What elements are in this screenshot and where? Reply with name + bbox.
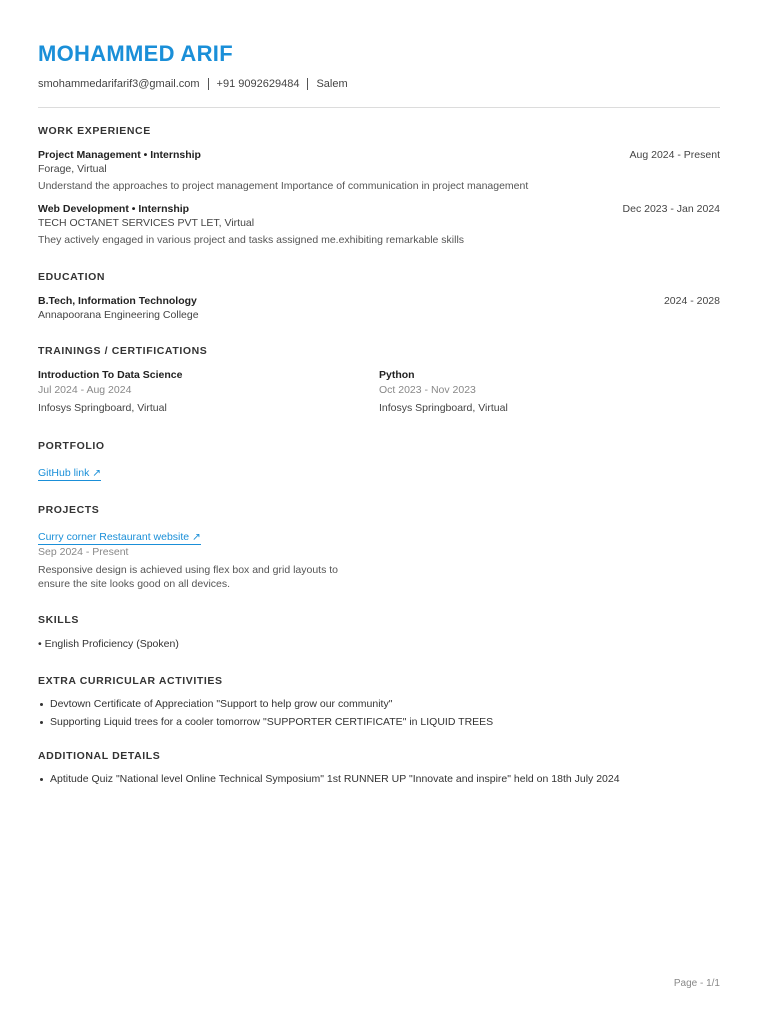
section-title: PORTFOLIO (38, 440, 105, 452)
job-entry (38, 148, 720, 193)
activity-item: Supporting Liquid trees for a cooler tomorrow "SUPPORTER CERTIFICATE" in LIQUID TREES (38, 715, 720, 729)
resume-page (38, 40, 720, 790)
job-entry (38, 202, 720, 247)
section-title: WORK EXPERIENCE (38, 125, 151, 137)
contact-separator (307, 78, 308, 90)
section-title: PROJECTS (38, 504, 100, 516)
skills-section (38, 613, 720, 651)
job-dates: Aug 2024 - Present (629, 149, 720, 161)
job-company: Forage, Virtual (38, 163, 107, 175)
section-title: ADDITIONAL DETAILS (38, 750, 161, 762)
degree-title: B.Tech, Information Technology (38, 295, 197, 307)
portfolio-section (38, 439, 720, 481)
page-number: Page - 1/1 (673, 978, 720, 989)
projects-section (38, 503, 720, 591)
school-name: Annapoorana Engineering College (38, 309, 199, 321)
detail-item: Aptitude Quiz "National level Online Technical Symposium" 1st RUNNER UP "Innovate and inspire" held on 18th July 2024 (38, 772, 720, 786)
trainings-section (38, 344, 720, 415)
training-provider: Infosys Springboard, Virtual (38, 402, 167, 414)
job-role: Web Development • Internship (38, 203, 190, 215)
contact-line (38, 77, 720, 91)
contact-separator (208, 78, 209, 90)
work-experience-section (38, 124, 720, 247)
additional-details-section (38, 749, 720, 786)
section-title: EXTRA CURRICULAR ACTIVITIES (38, 675, 223, 687)
extra-curricular-section (38, 674, 720, 729)
project-link[interactable]: Curry corner Restaurant website ↗ (38, 531, 201, 543)
job-company: TECH OCTANET SERVICES PVT LET, Virtual (38, 217, 255, 229)
activity-item: Devtown Certificate of Appreciation "Support to help grow our community" (38, 697, 720, 711)
training-dates: Jul 2024 - Aug 2024 (38, 384, 132, 396)
header-divider (38, 107, 720, 108)
project-dates: Sep 2024 - Present (38, 546, 129, 558)
education-section (38, 270, 720, 322)
section-title: EDUCATION (38, 271, 106, 283)
project-description-line: ensure the site looks good on all devices. (38, 578, 231, 590)
project-description-line: Responsive design is achieved using flex box and grid layouts to (38, 564, 339, 576)
section-title: SKILLS (38, 614, 79, 626)
phone-text: +91 9092629484 (216, 78, 300, 90)
training-name: Python (379, 369, 415, 381)
location-text: Salem (316, 78, 348, 90)
education-entry (38, 294, 720, 322)
job-dates: Dec 2023 - Jan 2024 (622, 203, 720, 215)
job-role: Project Management • Internship (38, 149, 201, 161)
training-name: Introduction To Data Science (38, 369, 183, 381)
job-description: Understand the approaches to project management Importance of communication in project management (38, 180, 529, 192)
github-link[interactable]: GitHub link ↗ (38, 467, 102, 479)
job-description: They actively engaged in various project and tasks assigned me.exhibiting remarkable skills (38, 234, 465, 246)
skill-item: • English Proficiency (Spoken) (38, 638, 179, 650)
training-provider: Infosys Springboard, Virtual (379, 402, 508, 414)
training-entry (38, 368, 379, 415)
section-title: TRAININGS / CERTIFICATIONS (38, 345, 208, 357)
candidate-name: MOHAMMED ARIF (38, 41, 233, 66)
training-entry (379, 368, 720, 415)
education-dates: 2024 - 2028 (663, 295, 720, 307)
training-dates: Oct 2023 - Nov 2023 (379, 384, 476, 396)
email-text: smohammedarifarif3@gmail.com (38, 78, 200, 90)
